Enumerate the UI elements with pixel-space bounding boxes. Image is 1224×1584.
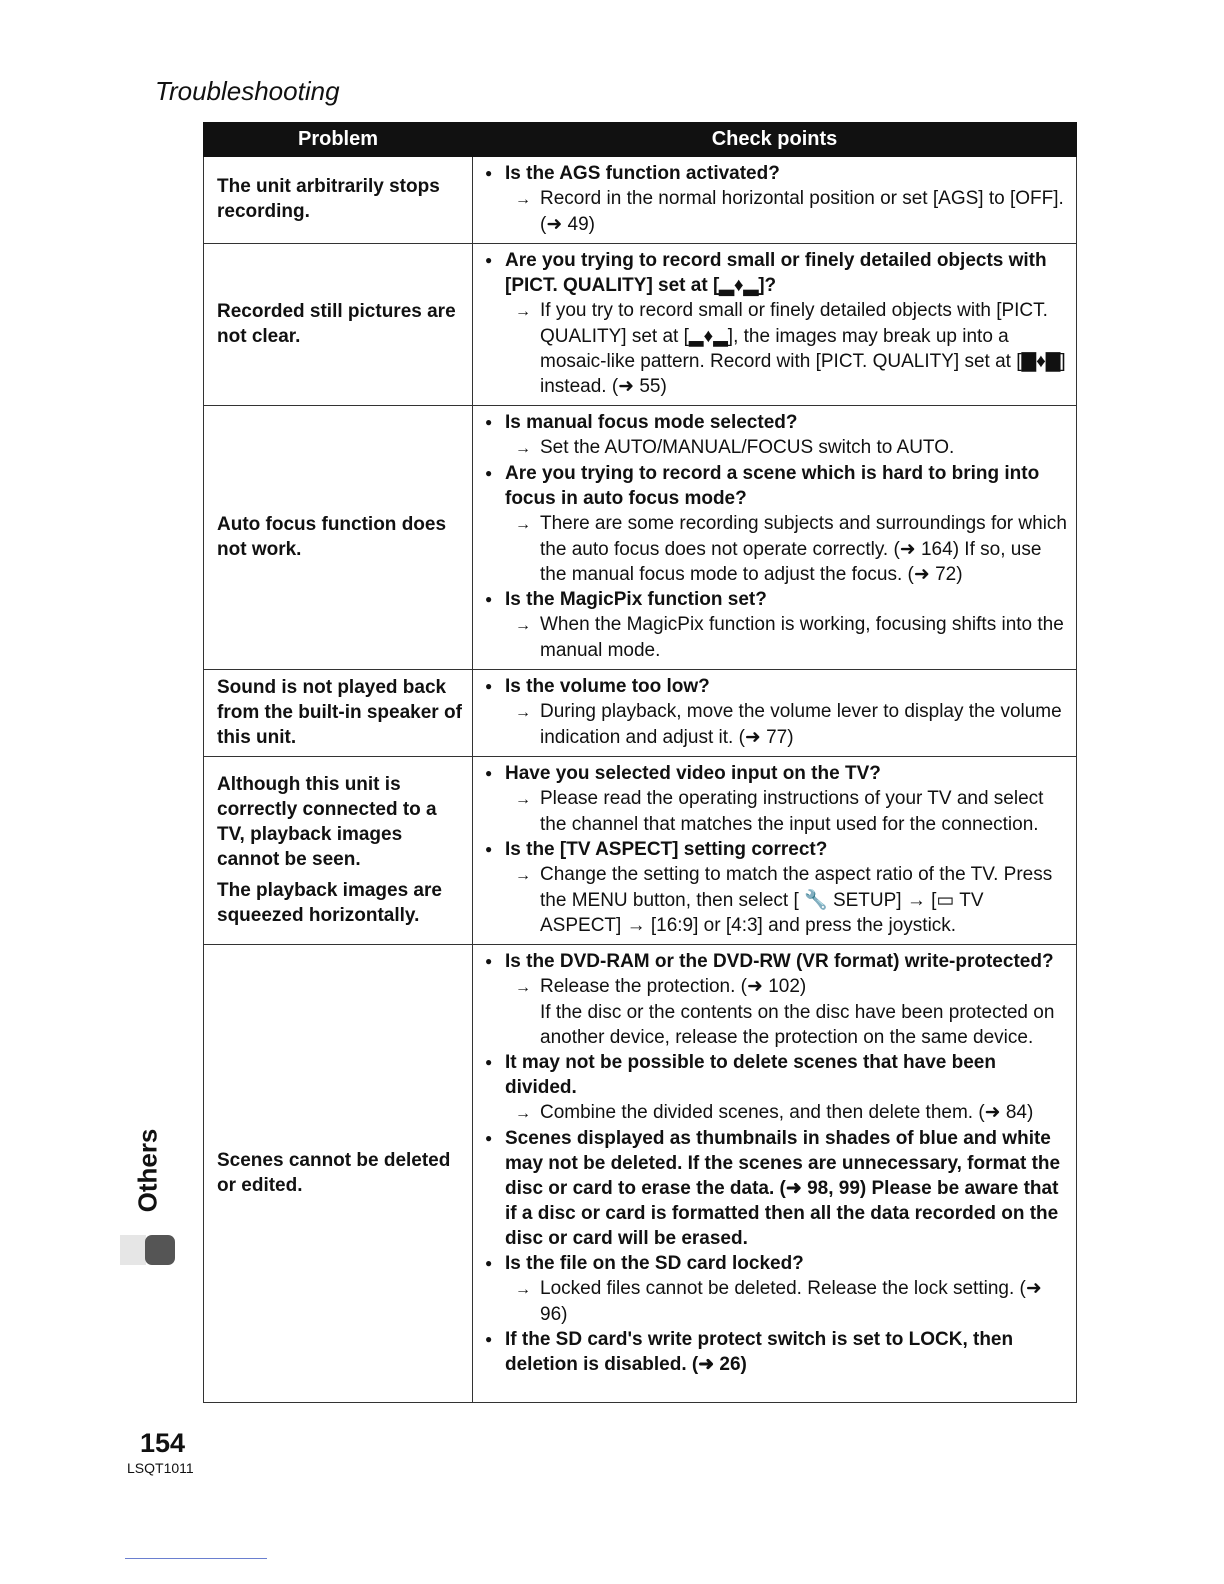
problem-text: Sound is not played back from the built-in speaker of this unit. [217, 676, 462, 748]
check-points-cell [473, 670, 1077, 757]
check-answer: → Change the setting to match the aspect ratio of the TV. Press the MENU button, then select [ 🔧 SETUP] → [▭ TV ASPECT] → [16:9] or [4:3] and press the joystick. [485, 862, 1068, 938]
header-problem: Problem [204, 123, 473, 157]
table-row [204, 157, 1077, 244]
section-title: Troubleshooting [155, 76, 340, 106]
check-question: ● Is the [TV ASPECT] setting correct? [485, 837, 1068, 862]
side-tab-text: Others [132, 1128, 163, 1213]
check-question: ● Is the AGS function activated? [485, 161, 1068, 186]
table-row [204, 670, 1077, 757]
check-answer: → There are some recording subjects and surroundings for which the auto focus does not operate correctly. (➜ 164) If so, use the manual focus mode to adjust the focus. (➜ 72) [485, 511, 1068, 587]
check-answer: → When the MagicPix function is working, focusing shifts into the manual mode. [485, 612, 1068, 663]
table-row [204, 244, 1077, 406]
footer-rule [125, 1558, 267, 1559]
check-answer: → If you try to record small or finely detailed objects with [PICT. QUALITY] set at [▂♦▂], the images may break up into a mosaic-like pattern. Record with [PICT. QUALITY] set at [▇♦▇] instead. (➜ 55) [485, 298, 1068, 399]
check-points-cell [473, 406, 1077, 670]
header-check-points: Check points [473, 123, 1077, 157]
problem-text: The unit arbitrarily stops recording. [217, 176, 440, 222]
troubleshooting-table [203, 122, 1077, 1403]
problem-text: Auto focus function does not work. [217, 513, 447, 560]
problem-cell [204, 945, 473, 1403]
check-answer: → Set the AUTO/MANUAL/FOCUS switch to AUTO. [485, 435, 1068, 461]
document-code: LSQT1011 [127, 1460, 194, 1476]
problem-cell [204, 670, 473, 757]
check-answer: → During playback, move the volume lever to display the volume indication and adjust it. (➜ 77) [485, 699, 1068, 750]
side-tab-marker [145, 1235, 175, 1265]
check-question: ● Is the volume too low? [485, 674, 1068, 699]
check-question: ● Is the file on the SD card locked? [485, 1251, 1068, 1276]
check-question: ● It may not be possible to delete scenes that have been divided. [485, 1050, 1068, 1100]
check-question: ● Is manual focus mode selected? [485, 410, 1068, 435]
problem-text: Scenes cannot be deleted or edited. [217, 1149, 451, 1196]
check-question: ● If the SD card's write protect switch is set to LOCK, then deletion is disabled. (➜ 26) [485, 1327, 1068, 1377]
check-question: ● Have you selected video input on the TV? [485, 761, 1068, 786]
table-row [204, 757, 1077, 945]
check-question: ● Are you trying to record a scene which is hard to bring into focus in auto focus mode? [485, 461, 1068, 511]
check-points-cell [473, 757, 1077, 945]
problem-cell [204, 157, 473, 244]
table-row [204, 406, 1077, 670]
side-tab-label [128, 1125, 168, 1215]
check-answer: If the disc or the contents on the disc have been protected on another device, release the protection on the same device. [540, 1002, 1055, 1048]
check-question: ● Is the DVD-RAM or the DVD-RW (VR format) write-protected? [485, 949, 1068, 974]
check-points-cell [473, 244, 1077, 406]
problem-text: The playback images are squeezed horizontally. [217, 879, 442, 926]
check-answer: → Combine the divided scenes, and then delete them. (➜ 84) [485, 1100, 1068, 1126]
problem-cell [204, 244, 473, 406]
check-answer: → Release the protection. (➜ 102) [485, 974, 1068, 1000]
side-tab-fade [120, 1235, 146, 1265]
page-number: 154 [140, 1428, 186, 1458]
check-answer: → Record in the normal horizontal position or set [AGS] to [OFF]. (➜ 49) [485, 186, 1068, 237]
problem-cell [204, 757, 473, 945]
check-answer: → Locked files cannot be deleted. Release the lock setting. (➜ 96) [485, 1276, 1068, 1327]
check-question: ● Are you trying to record small or finely detailed objects with [PICT. QUALITY] set at [▂♦▂]? [485, 248, 1068, 298]
problem-text: Although this unit is correctly connected to a TV, playback images cannot be seen. [217, 773, 437, 870]
table-header-row [204, 123, 1077, 157]
check-answer: → Please read the operating instructions of your TV and select the channel that matches the input used for the connection. [485, 786, 1068, 837]
check-points-cell [473, 945, 1077, 1403]
check-question: ● Scenes displayed as thumbnails in shades of blue and white may not be deleted. If the scenes are unnecessary, format the disc or card to erase the data. (➜ 98, 99) Please be aware that if a disc or card is formatted then all the data recorded on the disc or card will be erased. [485, 1126, 1068, 1251]
table-row [204, 945, 1077, 1403]
check-question: ● Is the MagicPix function set? [485, 587, 1068, 612]
check-points-cell [473, 157, 1077, 244]
problem-cell [204, 406, 473, 670]
problem-text: Recorded still pictures are not clear. [217, 300, 456, 347]
